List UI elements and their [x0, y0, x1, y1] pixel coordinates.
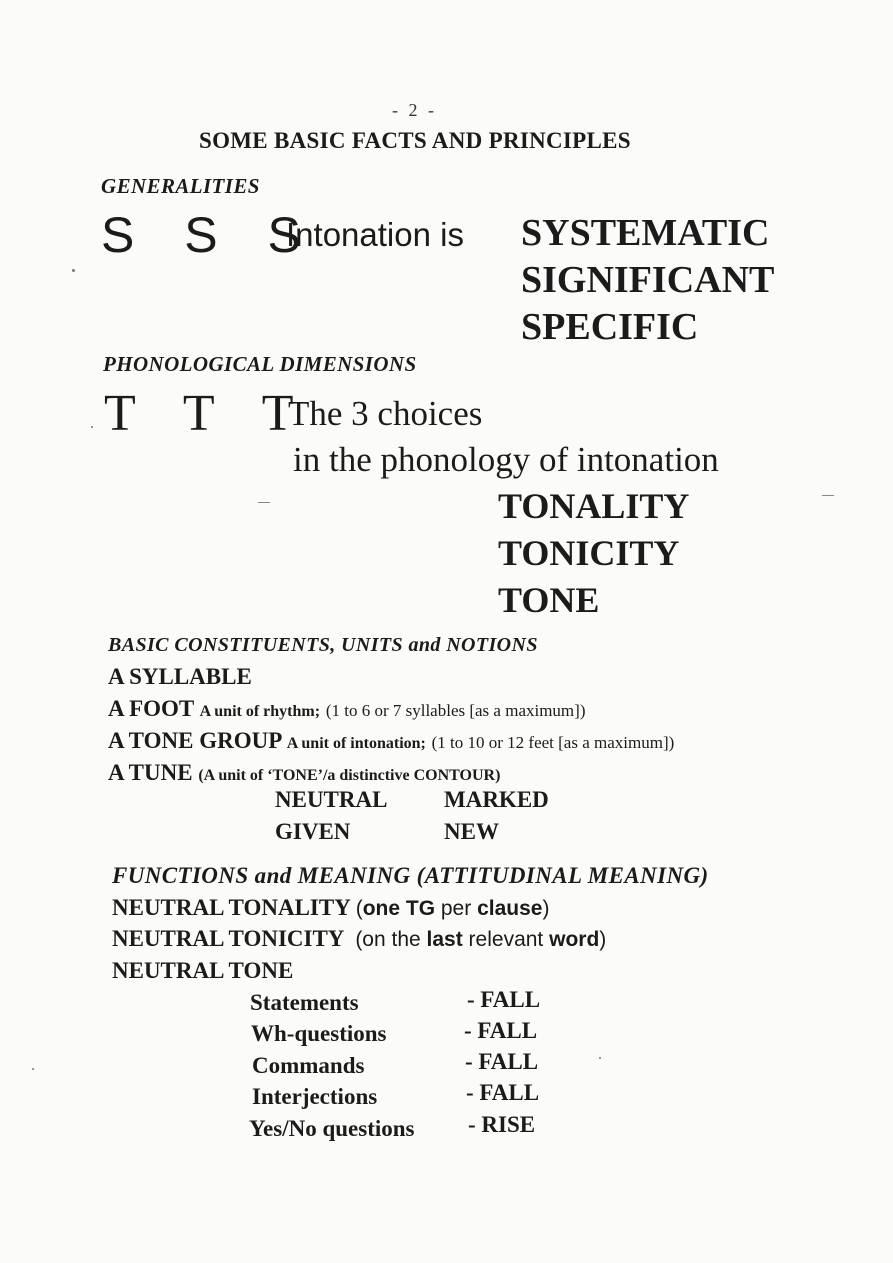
foot-term: A FOOT: [108, 696, 194, 721]
section-heading-phonological: PHONOLOGICAL DIMENSIONS: [103, 352, 417, 376]
foot-desc: A unit of rhythm;: [199, 703, 321, 720]
tone-value: - FALL: [467, 987, 541, 1012]
tune-desc: (A unit of ‘TONE’/a distinctive CONTOUR): [198, 767, 501, 784]
sss-letters: S S S: [101, 207, 319, 263]
section-heading-generalities: GENERALITIES: [101, 174, 260, 198]
tone-type: Statements: [250, 990, 359, 1015]
generalities-list: [521, 210, 774, 351]
tone-type: Interjections: [252, 1084, 378, 1109]
page-number: - 2 -: [392, 100, 437, 120]
tone-type: Yes/No questions: [249, 1116, 415, 1141]
scan-mark: [822, 495, 834, 496]
tone-value: - RISE: [468, 1112, 536, 1137]
intonation-is-label: Intonation is: [286, 216, 464, 253]
list-item: SIGNIFICANT: [521, 259, 775, 301]
tone-value: - FALL: [465, 1049, 539, 1074]
new-label: NEW: [444, 819, 499, 844]
neutral-tone-label: NEUTRAL TONE: [112, 958, 294, 983]
tone-type: Commands: [252, 1053, 365, 1078]
list-item: TONICITY: [498, 533, 680, 573]
neutral-tonality-line: [112, 895, 549, 921]
foot-line: [108, 696, 585, 722]
tune-term: A TUNE: [108, 760, 193, 785]
given-label: GIVEN: [275, 819, 351, 844]
neutral-tonicity-line: [112, 926, 606, 952]
tone-group-desc: A unit of intonation;: [286, 735, 426, 752]
marked-label: MARKED: [444, 787, 549, 812]
choices-line: The 3 choices: [288, 394, 483, 433]
neutral-tonality-note: (one TG per clause): [355, 897, 550, 920]
phonological-list: [498, 483, 689, 624]
list-item: TONALITY: [498, 486, 690, 526]
tune-line: [108, 760, 500, 786]
neutral-tonality-label: NEUTRAL TONALITY: [112, 895, 350, 920]
tone-type: Wh-questions: [251, 1021, 387, 1046]
section-heading-constituents: BASIC CONSTITUENTS, UNITS and NOTIONS: [108, 634, 538, 656]
scan-speck: [32, 1068, 34, 1070]
scan-speck: [91, 426, 93, 428]
neutral-label: NEUTRAL: [275, 787, 388, 812]
foot-note: (1 to 6 or 7 syllables [as a maximum]): [325, 701, 586, 720]
scan-mark: [258, 502, 270, 503]
scan-speck: [72, 269, 75, 272]
scan-speck: [599, 1057, 601, 1059]
section-heading-functions: FUNCTIONS and MEANING (ATTITUDINAL MEANING): [112, 863, 709, 888]
tone-group-note: (1 to 10 or 12 feet [as a maximum]): [431, 733, 675, 752]
tone-value: - FALL: [464, 1018, 538, 1043]
phonology-line: in the phonology of intonation: [293, 440, 719, 479]
tone-group-line: [108, 728, 674, 754]
neutral-tonicity-label: NEUTRAL TONICITY: [112, 926, 344, 951]
tone-group-term: A TONE GROUP: [108, 728, 281, 753]
page-title: SOME BASIC FACTS AND PRINCIPLES: [199, 128, 631, 153]
syllable-term: A SYLLABLE: [108, 664, 252, 689]
tone-value: - FALL: [466, 1080, 540, 1105]
list-item: SPECIFIC: [521, 306, 699, 348]
list-item: SYSTEMATIC: [521, 212, 770, 254]
list-item: TONE: [498, 580, 600, 620]
neutral-tonicity-note: (on the last relevant word): [355, 928, 607, 951]
ttt-letters: T T T: [104, 385, 312, 442]
